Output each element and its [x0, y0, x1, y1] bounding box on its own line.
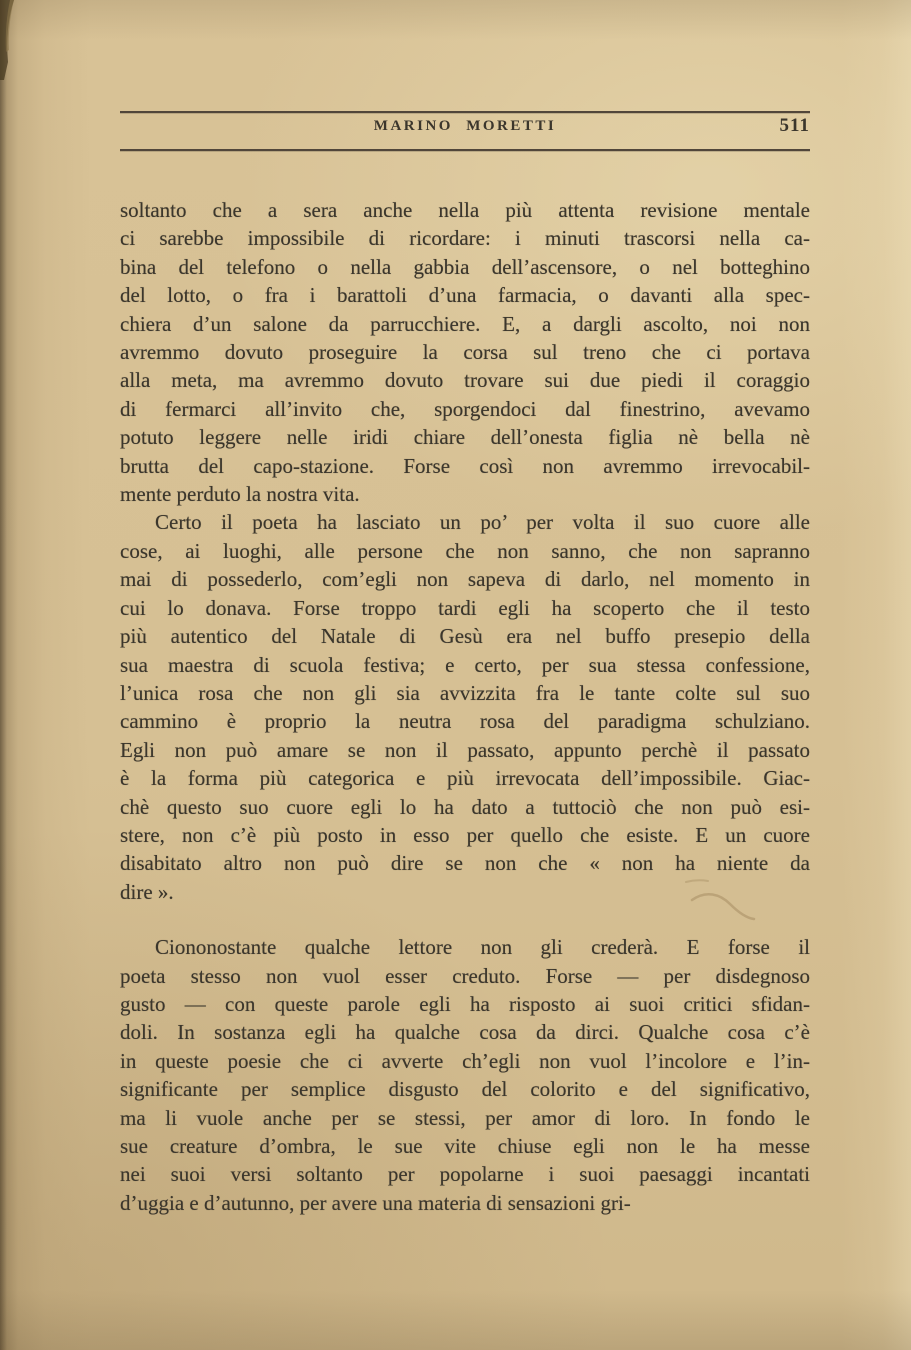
top-edge-shadow [0, 0, 911, 40]
text-line: più autentico del Natale di Gesù era nel buffo presepio della [120, 624, 810, 649]
text-line: è la forma più categorica e più irrevocata dell’impossibile. Giac- [120, 766, 810, 791]
text-line: ci sarebbe impossibile di ricordare: i minuti trascorsi nella ca- [120, 226, 810, 251]
text-line: ma li vuole anche per se stessi, per amor di loro. In fondo le [120, 1105, 810, 1130]
paragraph [120, 933, 810, 1217]
corner-notch-shadow [0, 0, 30, 80]
left-edge-shadow [0, 0, 90, 1350]
text-line: nei suoi versi soltanto per popolarne i suoi paesaggi incantati [120, 1162, 810, 1187]
text-block [120, 196, 810, 1217]
text-line: dire ». [120, 879, 174, 904]
text-line: brutta del capo-stazione. Forse così non avremmo irrevocabil- [120, 453, 810, 478]
text-line: del lotto, o fra i barattoli d’una farmacia, o davanti alla spec- [120, 283, 810, 308]
text-line: chiera d’un salone da parrucchiere. E, a dargli ascolto, noi non [120, 311, 810, 336]
text-line: in queste poesie che ci avverte ch’egli non vuol l’incolore e l’in- [120, 1048, 810, 1073]
text-line: significante per semplice disgusto del colorito e del significativo, [120, 1077, 810, 1102]
text-line: stere, non c’è più posto in esso per quello che esiste. E un cuore [120, 822, 810, 847]
text-line: l’unica rosa che non gli sia avvizzita fra le tante colte sul suo [120, 680, 810, 705]
page-number: 511 [779, 115, 810, 136]
paragraph [120, 196, 810, 508]
bottom-edge-shadow [0, 1290, 911, 1350]
text-line: doli. In sostanza egli ha qualche cosa da dirci. Qualche cosa c’è [120, 1020, 810, 1045]
text-line: avremmo dovuto proseguire la corsa sul treno che ci portava [120, 340, 810, 365]
header-rule-top [120, 111, 810, 113]
text-line: bina del telefono o nella gabbia dell’ascensore, o nel botteghino [120, 254, 810, 279]
text-line: Egli non può amare se non il passato, appunto perchè il passato [120, 737, 810, 762]
text-line: chè questo suo cuore egli lo ha dato a tuttociò che non può esi- [120, 794, 810, 819]
text-line: gusto — con queste parole egli ha risposto ai suoi critici sfidan- [120, 991, 810, 1016]
text-line: cammino è proprio la neutra rosa del paradigma schulziano. [120, 709, 810, 734]
text-line: alla meta, ma avremmo dovuto trovare sui due piedi il coraggio [120, 368, 810, 393]
text-line: sue creature d’ombra, le sue vite chiuse egli non le ha messe [120, 1134, 810, 1158]
running-title: MARINO MORETTI [373, 118, 557, 134]
text-line: mente perduto la nostra vita. [120, 482, 360, 507]
paragraph [120, 508, 810, 906]
text-line: sua maestra di scuola festiva; e certo, per sua stessa confessione, [120, 652, 810, 677]
text-line: Certo il poeta ha lasciato un po’ per volta il suo cuore alle [155, 510, 810, 535]
text-line: disabitato altro non può dire se non che « non ha niente da [120, 851, 810, 876]
right-edge-highlight [841, 0, 911, 1350]
text-line: cose, ai luoghi, alle persone che non sanno, che non sapranno [120, 538, 810, 563]
text-line: Ciononostante qualche lettore non gli crederà. E forse il [155, 935, 810, 960]
text-line: poeta stesso non vuol esser creduto. Forse — per disdegnoso [120, 963, 810, 988]
text-line: potuto leggere nelle iridi chiare dell’onesta figlia nè bella nè [120, 425, 810, 450]
text-line: d’uggia e d’autunno, per avere una materia di sensazioni gri- [120, 1190, 631, 1215]
text-line: soltanto che a sera anche nella più attenta revisione mentale [120, 198, 810, 222]
text-line: mai di possederlo, com’egli non sapeva di darlo, nel momento in [120, 567, 810, 592]
text-line: di fermarci all’invito che, sporgendoci dal finestrino, avevamo [120, 396, 810, 421]
header-rule-bottom [120, 149, 810, 151]
text-line: cui lo donava. Forse troppo tardi egli ha scoperto che il testo [120, 595, 810, 620]
